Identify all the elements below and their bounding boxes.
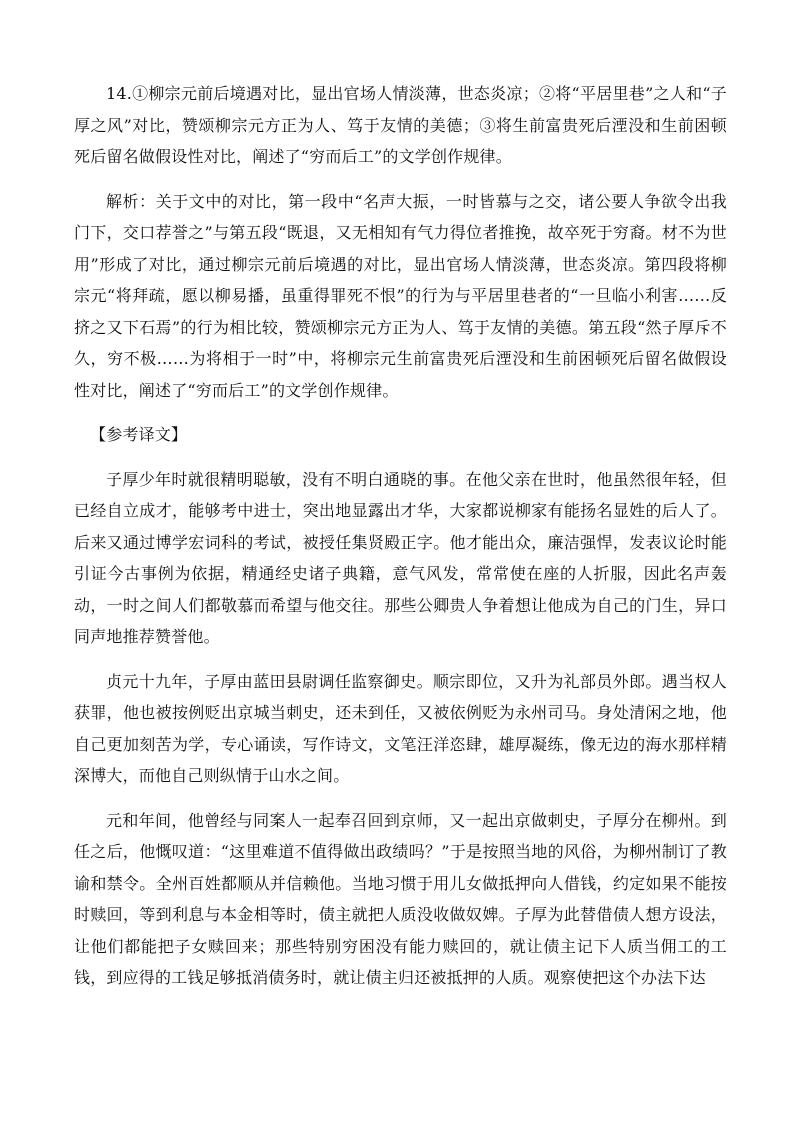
translation-paragraph-3: 元和年间，他曾经与同案人一起奉召回到京师，又一起出京做刺史，子厚分在柳州。到任之后，他慨叹道：“这里难道不值得做出政绩吗？”于是按照当地的风俗，为柳州制订了教谕和禁令。全州百姓都顺从并信赖他。当地习惯于用儿女做抵押向人借钱，约定如果不能按时赎回，等到利息与本金相等时，债主就把人质没收做奴婢。子厚为此替借债人想方设法，让他们都能把子女赎回来；那些特别穷困没有能力赎回的，就让债主记下人质当佣工的工钱，到应得的工钱足够抵消债务时，就让债主归还被抵押的人质。观察使把这个办法下达 xyxy=(74,810,727,987)
translation-paragraph-1: 子厚少年时就很精明聪敏，没有不明白通晓的事。在他父亲在世时，他虽然很年轻，但已经自立成才，能够考中进士，突出地显露出才华，大家都说柳家有能扬名显姓的后人了。后来又通过博学宏词科的考试，被授任集贤殿正字。他才能出众，廉洁强悍，发表议论时能引证今古事例为依据，精通经史诸子典籍，意气风发，常常使在座的人折服，因此名声轰动，一时之间人们都敬慕而希望与他交往。那些公卿贵人争着想让他成为自己的门生，异口同声地推荐赞誉他。 xyxy=(74,469,727,646)
translation-paragraph-2: 贞元十九年，子厚由蓝田县尉调任监察御史。顺宗即位，又升为礼部员外郎。遇当权人获罪，他也被按例贬出京城当刺史，还未到任，又被依例贬为永州司马。身处清闲之地，他自己更加刻苦为学，专心诵读，写作诗文，文笔汪洋恣肆，雄厚凝练，像无边的海水那样精深博大，而他自己则纵情于山水之间。 xyxy=(74,671,727,785)
document-page xyxy=(74,78,727,994)
reference-translation-heading: 【参考译文】 xyxy=(90,425,188,444)
analysis-paragraph: 解析：关于文中的对比，第一段中“名声大振，一时皆慕与之交，诸公要人争欲令出我门下，交口荐誉之”与第五段“既退，又无相知有气力得位者推挽，故卒死于穷裔。材不为世用”形成了对比，通过柳宗元前后境遇的对比，显出官场人情淡薄，世态炎凉。第四段将柳宗元“将拜疏，愿以柳易播，虽重得罪死不恨”的行为与平居里巷者的“一旦临小利害……反挤之又下石焉”的行为相比较，赞颂柳宗元方正为人、笃于友情的美德。第五段“然子厚斥不久，穷不极……为将相于一时”中，将柳宗元生前富贵死后湮没和生前困顿死后留名做假设性对比，阐述了“穷而后工”的文学创作规律。 xyxy=(74,191,727,400)
answer-paragraph: 14.①柳宗元前后境遇对比，显出官场人情淡薄，世态炎凉；②将“平居里巷”之人和“子厚之风”对比，赞颂柳宗元方正为人、笃于友情的美德；③将生前富贵死后湮没和生前困顿死后留名做假设性对比，阐述了“穷而后工”的文学创作规律。 xyxy=(74,84,727,166)
